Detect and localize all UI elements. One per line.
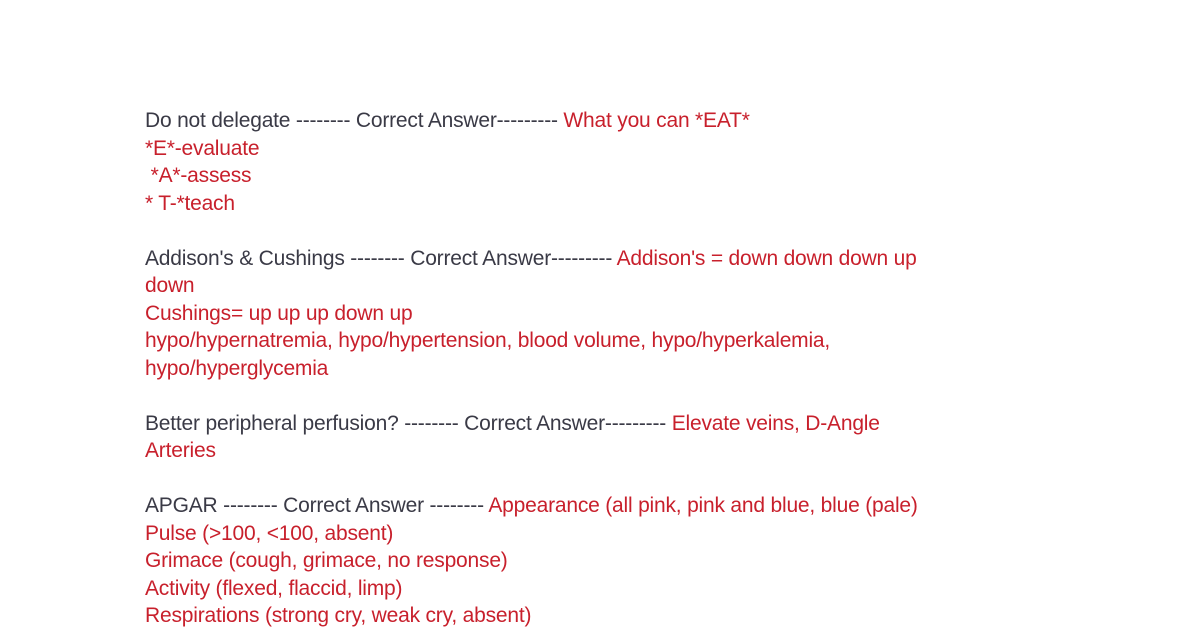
answer-line: hypo/hyperglycemia <box>145 356 329 380</box>
qa-first-line <box>145 245 1155 273</box>
answer-line: * T-*teach <box>145 191 235 215</box>
answer-line: Grimace (cough, grimace, no response) <box>145 549 508 572</box>
question-text: APGAR -------- Correct Answer -------- <box>145 494 489 517</box>
answer-text: Appearance (all pink, pink and blue, blue (pale) <box>488 494 918 517</box>
qa-first-line <box>145 107 1155 135</box>
question-text: Better peripheral perfusion? -------- Correct Answer--------- <box>145 411 672 435</box>
qa-peripheral-perfusion <box>145 410 1155 465</box>
qa-do-not-delegate <box>145 107 1155 217</box>
answer-line: hypo/hypernatremia, hypo/hypertension, blood volume, hypo/hyperkalemia, <box>145 329 831 352</box>
question-text: Addison's & Cushings -------- Correct Answer--------- <box>145 246 617 270</box>
answer-line: Pulse (>100, <100, absent) <box>145 521 394 545</box>
question-text: Do not delegate -------- Correct Answer--------- <box>145 109 564 132</box>
qa-first-line <box>145 410 1155 438</box>
answer-line: Respirations (strong cry, weak cry, absent) <box>145 604 532 627</box>
answer-line: Cushings= up up up down up <box>145 301 413 325</box>
qa-first-line <box>145 492 1155 520</box>
study-notes <box>145 107 1155 628</box>
answer-line: Arteries <box>145 439 216 462</box>
answer-text: What you can *EAT* <box>563 109 750 132</box>
answer-line: down <box>145 274 195 297</box>
answer-line: Activity (flexed, flaccid, limp) <box>145 576 403 600</box>
answer-text: Elevate veins, D-Angle <box>671 411 880 435</box>
answer-line: *A*-assess <box>145 164 252 187</box>
qa-addisons-cushings <box>145 245 1155 383</box>
answer-text: Addison's = down down down up <box>616 246 917 270</box>
qa-apgar <box>145 492 1155 628</box>
answer-line: *E*-evaluate <box>145 136 260 160</box>
